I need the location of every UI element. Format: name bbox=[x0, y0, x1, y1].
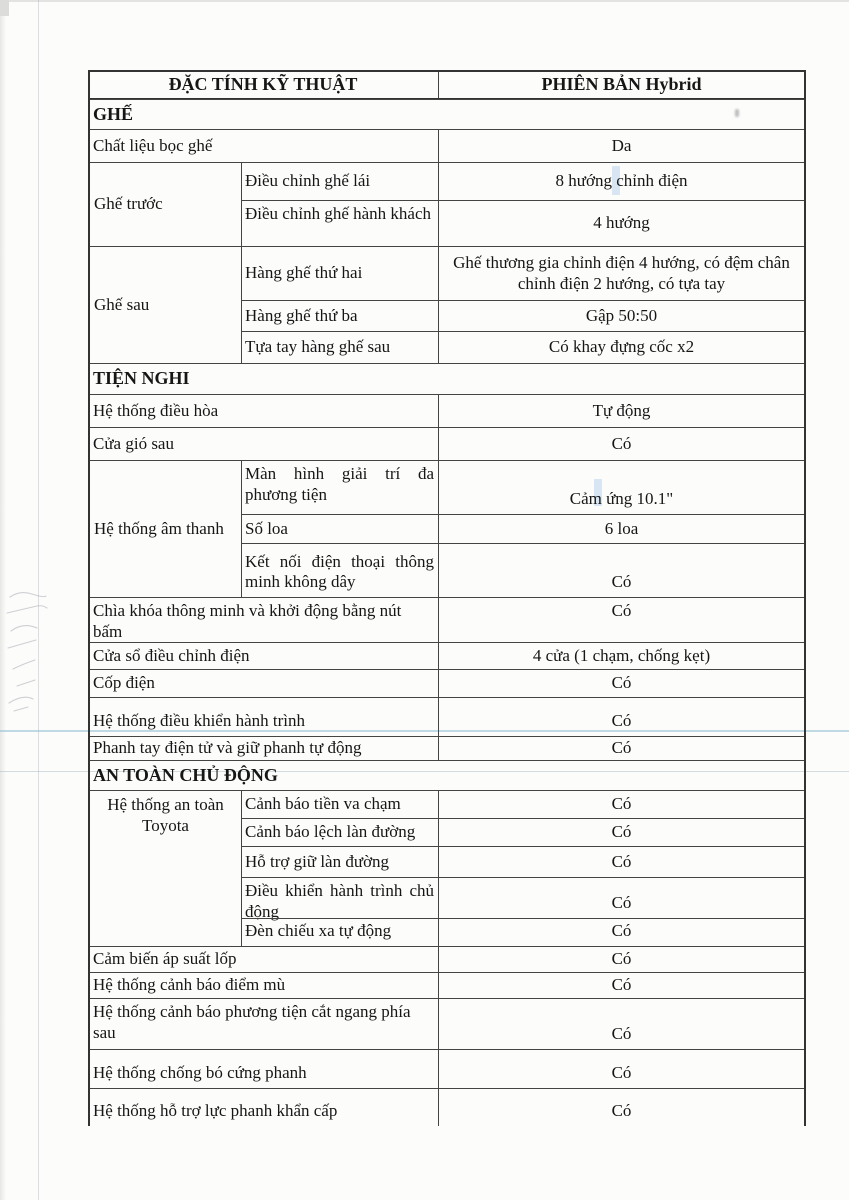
row-value-text: Cảm ứng 10.1" bbox=[569, 489, 674, 509]
row-value-text: Có bbox=[611, 851, 632, 871]
row-value-text: Có bbox=[611, 572, 632, 592]
table-subrow bbox=[242, 461, 804, 514]
row-label bbox=[90, 643, 439, 669]
row-value bbox=[439, 332, 804, 363]
group-row bbox=[90, 790, 804, 946]
row-value-text: Có bbox=[611, 433, 632, 453]
row-value-text: Có bbox=[611, 738, 632, 758]
table-subrow bbox=[242, 200, 804, 246]
row-label-text: Màn hình giải trí đa phương tiện bbox=[245, 464, 434, 504]
group-label-text: Ghế trước bbox=[94, 194, 163, 214]
row-value bbox=[439, 130, 804, 162]
row-value bbox=[439, 163, 804, 200]
row-value-text: Có bbox=[611, 893, 632, 913]
row-label-text: Hệ thống điều khiển hành trình bbox=[93, 711, 305, 731]
row-value bbox=[439, 973, 804, 998]
section-row bbox=[90, 760, 804, 790]
column-header-spec-text: ĐẶC TÍNH KỸ THUẬT bbox=[168, 74, 358, 95]
section-row bbox=[90, 363, 804, 394]
row-label bbox=[242, 919, 439, 946]
row-value-text: Có bbox=[611, 711, 632, 731]
row-label bbox=[242, 544, 439, 597]
row-label bbox=[242, 461, 439, 514]
group-subrows bbox=[242, 791, 804, 946]
table-subrow bbox=[242, 514, 804, 543]
scan-corner-mark bbox=[0, 0, 9, 16]
row-label bbox=[242, 515, 439, 543]
row-value bbox=[439, 878, 804, 918]
group-label-text: Hệ thống âm thanh bbox=[94, 518, 224, 538]
group-label bbox=[90, 163, 242, 246]
table-row bbox=[90, 394, 804, 427]
row-label-text: Hệ thống điều hòa bbox=[93, 400, 219, 420]
row-label-text: Cảnh báo tiền va chạm bbox=[245, 794, 401, 814]
row-value-text: 4 hướng bbox=[593, 213, 650, 233]
scan-edge-top bbox=[0, 0, 849, 2]
row-label bbox=[242, 332, 439, 363]
pencil-scribbles bbox=[2, 585, 60, 717]
table-subrow bbox=[242, 163, 804, 200]
row-label-text: Hệ thống cảnh báo phương tiện cắt ngang phía sau bbox=[93, 1002, 411, 1042]
row-label-text: Đèn chiếu xa tự động bbox=[245, 921, 392, 941]
row-label-text: Cửa gió sau bbox=[93, 433, 174, 453]
row-label-text: Số loa bbox=[245, 518, 288, 538]
row-value bbox=[439, 847, 804, 877]
row-value bbox=[439, 461, 804, 514]
row-value-text: Có khay đựng cốc x2 bbox=[548, 337, 695, 357]
row-value-text: 4 cửa (1 chạm, chống kẹt) bbox=[532, 645, 711, 665]
row-label-text: Hàng ghế thứ ba bbox=[245, 305, 358, 325]
section-label bbox=[90, 100, 804, 129]
row-value-text: Ghế thương gia chỉnh điện 4 hướng, có đệm chân chỉnh điện 2 hướng, có tựa tay bbox=[453, 252, 790, 293]
group-subrows bbox=[242, 247, 804, 363]
table-row bbox=[90, 946, 804, 972]
row-label bbox=[90, 130, 439, 162]
row-value bbox=[439, 791, 804, 818]
row-value bbox=[439, 999, 804, 1049]
table-subrow bbox=[242, 300, 804, 331]
row-value-text: Có bbox=[611, 673, 632, 693]
row-label bbox=[90, 1050, 439, 1088]
row-value bbox=[439, 919, 804, 946]
row-value bbox=[439, 947, 804, 972]
row-value-text: Có bbox=[611, 1024, 632, 1044]
row-label bbox=[90, 947, 439, 972]
section-label-text: GHẾ bbox=[93, 103, 134, 124]
table-row bbox=[90, 597, 804, 642]
row-value-text: Có bbox=[611, 601, 632, 620]
row-label-text: Điều chỉnh ghế lái bbox=[245, 171, 371, 191]
row-value bbox=[439, 201, 804, 246]
row-label-text: Kết nối điện thoại thông minh không dây bbox=[245, 551, 434, 592]
spec-table bbox=[88, 70, 806, 1126]
row-label bbox=[90, 598, 439, 642]
column-header-spec bbox=[90, 72, 439, 98]
row-value bbox=[439, 670, 804, 697]
row-label-text: Điều khiển hành trình chủ động bbox=[245, 881, 434, 921]
group-row bbox=[90, 460, 804, 597]
table-row bbox=[90, 129, 804, 162]
row-label bbox=[242, 247, 439, 300]
row-value-text: Tự động bbox=[592, 400, 651, 420]
row-label bbox=[90, 1089, 439, 1126]
row-label-text: Điều chỉnh ghế hành khách bbox=[245, 204, 431, 223]
row-label bbox=[242, 301, 439, 331]
table-subrow bbox=[242, 818, 804, 846]
row-value-text: Gập 50:50 bbox=[585, 305, 658, 325]
row-label bbox=[242, 878, 439, 921]
row-value bbox=[439, 819, 804, 846]
group-subrows bbox=[242, 461, 804, 597]
table-subrow bbox=[242, 543, 804, 597]
row-label bbox=[90, 973, 439, 998]
group-label-text: Ghế sau bbox=[94, 294, 150, 314]
row-label-text: Cửa sổ điều chỉnh điện bbox=[93, 645, 250, 665]
table-subrow bbox=[242, 846, 804, 877]
row-label-text: Cảnh báo lệch làn đường bbox=[245, 822, 416, 842]
group-row bbox=[90, 162, 804, 246]
row-label bbox=[242, 201, 439, 246]
row-label-text: Hệ thống chống bó cứng phanh bbox=[93, 1063, 307, 1083]
row-value bbox=[439, 544, 804, 597]
row-label bbox=[242, 819, 439, 846]
row-value bbox=[439, 301, 804, 331]
row-label bbox=[242, 791, 439, 818]
column-header-version-text: PHIÊN BẢN Hybrid bbox=[541, 74, 702, 95]
row-value-text: Có bbox=[611, 1101, 632, 1121]
row-label-text: Cảm biến áp suất lốp bbox=[93, 949, 237, 969]
table-subrow bbox=[242, 918, 804, 946]
row-value-text: 6 loa bbox=[604, 518, 639, 538]
row-value bbox=[439, 1089, 804, 1126]
row-label-text: Hệ thống cảnh báo điểm mù bbox=[93, 975, 286, 995]
table-row bbox=[90, 669, 804, 697]
table-row bbox=[90, 1049, 804, 1088]
table-row bbox=[90, 642, 804, 669]
row-value bbox=[439, 428, 804, 460]
row-label bbox=[90, 670, 439, 697]
row-value bbox=[439, 737, 804, 760]
row-label-text: Hàng ghế thứ hai bbox=[245, 263, 363, 283]
row-label bbox=[90, 428, 439, 460]
row-label-text: Hệ thống hỗ trợ lực phanh khẩn cấp bbox=[93, 1101, 338, 1121]
row-value-text: Da bbox=[611, 135, 632, 155]
row-label bbox=[90, 395, 439, 427]
table-row bbox=[90, 1088, 804, 1126]
row-label-text: Cốp điện bbox=[93, 673, 155, 693]
group-label bbox=[90, 461, 242, 597]
row-value bbox=[439, 1050, 804, 1088]
row-label bbox=[90, 999, 439, 1049]
row-value bbox=[439, 643, 804, 669]
row-value bbox=[439, 515, 804, 543]
group-label-text: Hệ thống an toàn Toyota bbox=[107, 795, 224, 835]
section-label bbox=[90, 364, 804, 394]
table-subrow bbox=[242, 247, 804, 300]
row-label-text: Tựa tay hàng ghế sau bbox=[245, 337, 391, 357]
table-row bbox=[90, 427, 804, 460]
table-row bbox=[90, 972, 804, 998]
table-subrow bbox=[242, 791, 804, 818]
row-value-text: Có bbox=[611, 975, 632, 995]
row-label-text: Chìa khóa thông minh và khởi động bằng nút bấm bbox=[93, 601, 402, 641]
group-row bbox=[90, 246, 804, 363]
row-label bbox=[242, 163, 439, 200]
column-header-version bbox=[439, 72, 804, 98]
row-label-text: Phanh tay điện tử và giữ phanh tự động bbox=[93, 738, 362, 758]
row-value-text: 8 hướng chỉnh điện bbox=[555, 171, 688, 191]
row-value-text: Có bbox=[611, 822, 632, 842]
table-subrow bbox=[242, 331, 804, 363]
row-label bbox=[90, 698, 439, 736]
row-value bbox=[439, 598, 804, 642]
row-label-text: Hỗ trợ giữ làn đường bbox=[245, 851, 390, 871]
row-value bbox=[439, 247, 804, 300]
row-label bbox=[242, 847, 439, 877]
section-label-text: AN TOÀN CHỦ ĐỘNG bbox=[93, 764, 278, 785]
section-label bbox=[90, 761, 804, 790]
group-label bbox=[90, 247, 242, 363]
table-row bbox=[90, 736, 804, 760]
group-label bbox=[90, 791, 242, 946]
row-value-text: Có bbox=[611, 1063, 632, 1083]
row-value-text: Có bbox=[611, 921, 632, 941]
table-subrow bbox=[242, 877, 804, 921]
row-value bbox=[439, 698, 804, 736]
section-row bbox=[90, 99, 804, 129]
table-row bbox=[90, 998, 804, 1049]
row-label-text: Chất liệu bọc ghế bbox=[93, 135, 213, 155]
row-value bbox=[439, 395, 804, 427]
table-header-row bbox=[90, 72, 804, 99]
row-value-text: Có bbox=[611, 949, 632, 969]
row-value-text: Có bbox=[611, 794, 632, 814]
group-subrows bbox=[242, 163, 804, 246]
table-row bbox=[90, 697, 804, 736]
row-label bbox=[90, 737, 439, 760]
section-label-text: TIỆN NGHI bbox=[93, 368, 190, 389]
